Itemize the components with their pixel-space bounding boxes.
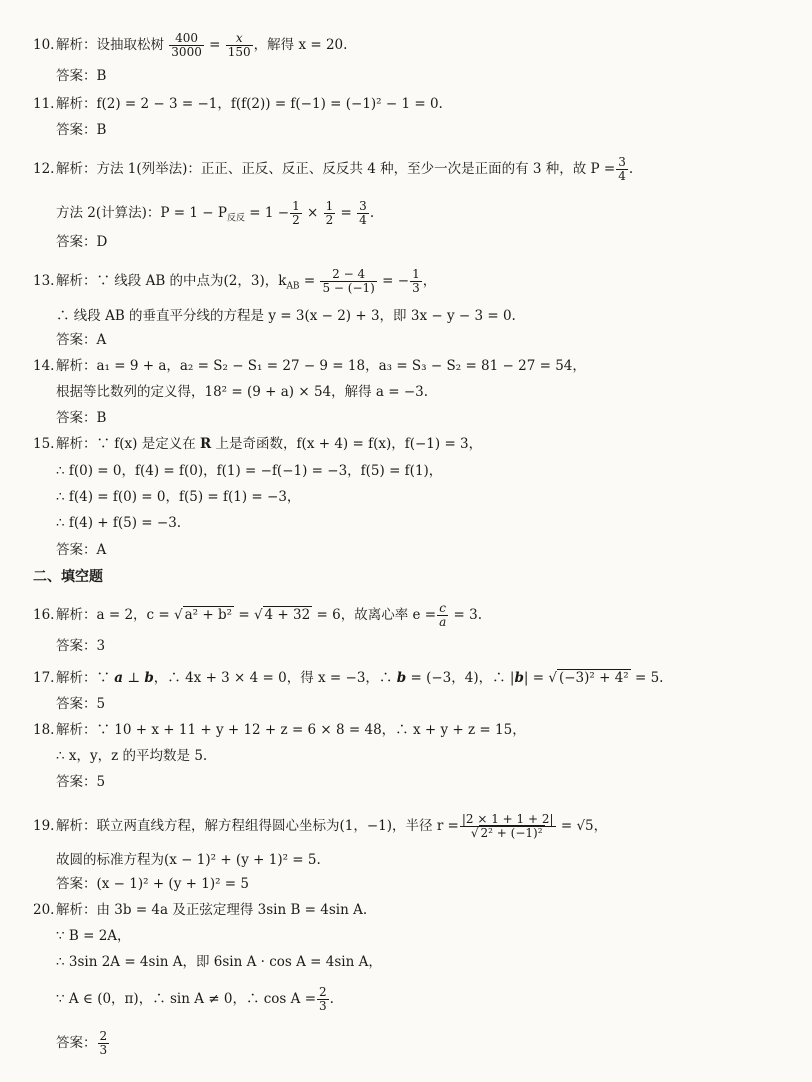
q13-answer: 答案：A [56, 332, 107, 348]
q19-line-2: 故圆的标准方程为(x − 1)² + (y + 1)² = 5. [56, 852, 321, 868]
q13-line-2: ∴ 线段 AB 的垂直平分线的方程是 y = 3(x − 2) + 3，即 3x − y − 3 = 0. [56, 308, 516, 324]
q14-answer: 答案：B [56, 410, 107, 426]
q10-line: 10. 解析：设抽取松树 $\frac{400}{3000}$ = $\frac{x}{150}$ ，解得 x = 20. [33, 31, 348, 59]
q20-line-1: 20. 解析：由 3b = 4a 及正弦定理得 3sin B = 4sin A. [33, 902, 368, 918]
q10-answer: 答案：B [56, 68, 107, 84]
q16-answer: 答案：3 [56, 638, 106, 654]
q17-line: 17. 解析：∵ a ⊥ b，∴ 4x + 3 × 4 = 0，得 x = −3，∴ b = (−3，4)，∴ |b| = √ (−3)² + 4² = 5. [33, 670, 664, 686]
q14-line-2: 根据等比数列的定义得，18² = (9 + a) × 54，解得 a = −3. [56, 384, 429, 400]
q20-line-3: ∴ 3sin 2A = 4sin A，即 6sin A · cos A = 4sin A， [56, 954, 382, 970]
q20-line-4: ∵ A ∈ (0，π)，∴ sin A ≠ 0，∴ cos A = $\frac{2}{3}$ . [56, 985, 334, 1013]
q16-line: 16. 解析：a = 2，c = √ a² + b² = √ 4 + 32 = 6，故离心率 e = $\frac{c}{a}$ = 3. [33, 601, 483, 629]
q18-line-2: ∴ x，y，z 的平均数是 5. [56, 748, 208, 764]
q13-line-1: 13. 解析：∵ 线段 AB 的中点为(2，3)，$k_{AB}$ = $\frac{2 - 4}{5 - (-1)}$ = − $\frac{1}{3}$ ， [33, 267, 437, 295]
q15-line-2: ∴ f(0) = 0，f(4) = f(0)，f(1) = −f(−1) = −3，f(5) = f(1)， [56, 463, 443, 479]
q20-answer: 答案： $\frac{2}{3}$ [56, 1029, 108, 1057]
q15-line-3: ∴ f(4) = f(0) = 0，f(5) = f(1) = −3， [56, 489, 301, 505]
q19-answer: 答案：(x − 1)² + (y + 1)² = 5 [56, 876, 249, 892]
q10-fraction-2: $\frac{x}{150}$ [227, 31, 251, 59]
q15-line-1: 15. 解析：∵ f(x) 是定义在 R 上是奇函数，f(x + 4) = f(x)，f(−1) = 3， [33, 436, 483, 452]
q10-fraction-1: $\frac{400}{3000}$ [171, 31, 202, 59]
q10-number: 10. [33, 37, 55, 53]
q12-line-2: 方法 2(计算法)：$P = 1 - P_{反反} = 1$ − $\frac{1}{2}$ × $\frac{1}{2}$ = $\frac{3}{4}$ . [56, 199, 375, 227]
q20-line-2: ∵ B = 2A， [56, 928, 131, 944]
q18-answer: 答案：5 [56, 774, 106, 790]
q14-line-1: 14. 解析：a₁ = 9 + a，a₂ = S₂ − S₁ = 27 − 9 = 18，a₃ = S₃ − S₂ = 81 − 27 = 54， [33, 358, 586, 374]
q11-answer: 答案：B [56, 122, 107, 138]
q11-line: 11. 解析：f(2) = 2 − 3 = −1，f(f(2)) = f(−1) = (−1)² − 1 = 0. [33, 96, 443, 112]
q12-line-1: 12. 解析：方法 1(列举法)：正正、正反、反正、反反共 4 种，至少一次是正面的有 3 种，故 P = $\frac{3}{4}$ . [33, 155, 634, 183]
q18-line-1: 18. 解析：∵ 10 + x + 11 + y + 12 + z = 6 × 8 = 48，∴ x + y + z = 15， [33, 722, 526, 738]
q12-fraction: $\frac{3}{4}$ [618, 155, 626, 183]
q15-line-4: ∴ f(4) + f(5) = −3. [56, 515, 182, 531]
q20-answer-fraction: $\frac{2}{3}$ [99, 1029, 108, 1057]
section-heading-fill-in: 二、填空题 [33, 569, 103, 585]
q17-answer: 答案：5 [56, 696, 106, 712]
q15-answer: 答案：A [56, 542, 107, 558]
q12-answer: 答案：D [56, 234, 108, 250]
q19-line-1: 19. 解析：联立两直线方程，解方程组得圆心坐标为(1，−1)，半径 r = $\frac{|2 \times 1 + 1 + 2|}{\text{√ 2² + (−1)²}}$ = √5， [33, 812, 608, 840]
